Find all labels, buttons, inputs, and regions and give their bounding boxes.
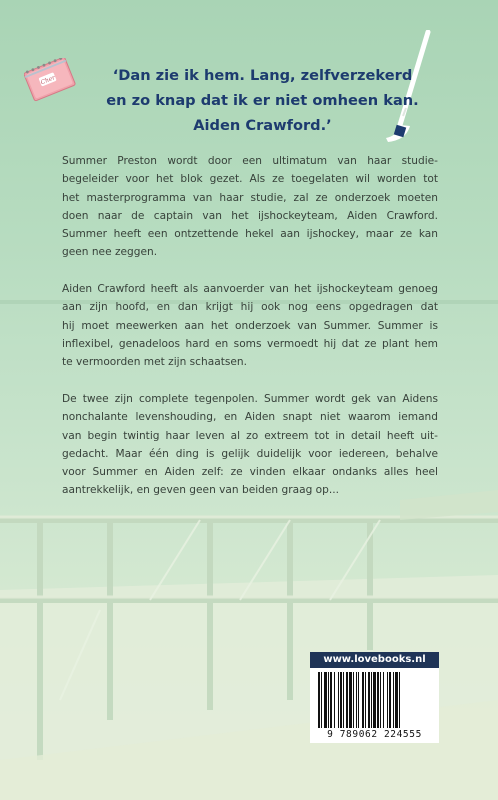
blurb-line: hij moet meewerken aan het onderzoek van Summer. Summer is (62, 319, 438, 332)
barcode-bar (343, 672, 344, 728)
barcode-bar (365, 672, 366, 728)
barcode-icon (318, 672, 431, 728)
isbn-digits: 9 789062 224555 (327, 729, 422, 740)
barcode-bar (349, 672, 352, 728)
barcode-bar (330, 672, 332, 728)
barcode-bar (389, 672, 391, 728)
blurb-line: voor Summer en Aiden zelf: ze vinden elkaar ondanks alles heel (62, 466, 438, 479)
barcode-bar (371, 672, 372, 728)
blurb-line: doen naar de captain van het ijshockeyteam, Aiden Crawford. (62, 209, 438, 222)
blurb-line: geen nee zeggen. (62, 246, 158, 259)
barcode-bar (318, 672, 320, 728)
barcode-bar (328, 672, 329, 728)
notebook-icon (24, 58, 76, 102)
barcode-bar (353, 672, 354, 728)
barcode-bar (377, 672, 379, 728)
quote-line: en zo knap dat ik er niet omheen kan. (106, 92, 419, 109)
blurb-line: van begin twintig haar leven al zo extreem tot in detail heeft uit- (62, 429, 438, 442)
barcode-bar (334, 672, 335, 728)
blurb-line: aan zijn hoofd, en dan krijgt hij ook nog eens opgedragen dat (62, 301, 438, 314)
barcode-bar (383, 672, 384, 728)
barcode-bar (395, 672, 398, 728)
blurb-line: te vermoorden met zijn schaatsen. (62, 356, 247, 369)
pull-quote (100, 63, 425, 138)
blurb-line: het masterprogramma van haar studie, zal ze onderzoek moeten (62, 191, 438, 204)
barcode-bar (358, 672, 359, 728)
barcode-bar (373, 672, 376, 728)
quote-line: ‘Dan zie ik hem. Lang, zelfverzekerd (112, 67, 413, 84)
barcode-bar (346, 672, 348, 728)
barcode-bar (387, 672, 388, 728)
quote-line: Aiden Crawford.’ (193, 117, 332, 134)
blurb-paragraph-1 (62, 152, 438, 262)
barcode-bar (362, 672, 364, 728)
notebook-label: Cher (39, 74, 57, 87)
blurb-line: Summer Preston wordt door een ultimatum van haar studie- (62, 155, 438, 167)
blurb-line: gedacht. Maar één ding is gelijk duidelijk voor iedereen, behalve (62, 447, 438, 460)
blurb-line: nonchalante levenshouding, en Aiden snapt niet waarom iemand (62, 411, 438, 424)
barcode-bar (356, 672, 357, 728)
barcode-bar (324, 672, 327, 728)
barcode-bar (380, 672, 381, 728)
barcode-bar (393, 672, 394, 728)
blurb-paragraph-2 (62, 280, 438, 371)
barcode-bar (338, 672, 339, 728)
publisher-website: www.lovebooks.nl (310, 652, 439, 668)
blurb-line: De twee zijn complete tegenpolen. Summer wordt gek van Aidens (62, 393, 438, 405)
blurb-line: aantrekkelijk, en geven geen van beiden graag op... (62, 484, 339, 497)
isbn-barcode (310, 668, 439, 743)
barcode-bar (321, 672, 322, 728)
blurb-line: inflexibel, genadeloos hard en soms vermoedt hij dat ze plant hem (62, 337, 438, 350)
barcode-bar (340, 672, 342, 728)
barcode-bar (399, 672, 400, 728)
blurb-line: begeleider voor het blok gezet. Als ze toegelaten wil worden tot (62, 173, 438, 186)
blurb-paragraph-3 (62, 390, 438, 500)
barcode-bar (368, 672, 370, 728)
blurb-line: Summer heeft een ontzettende hekel aan ijshockey, maar ze kan (62, 228, 438, 241)
blurb-line: Aiden Crawford heeft als aanvoerder van het ijshockeyteam genoeg (62, 283, 438, 295)
